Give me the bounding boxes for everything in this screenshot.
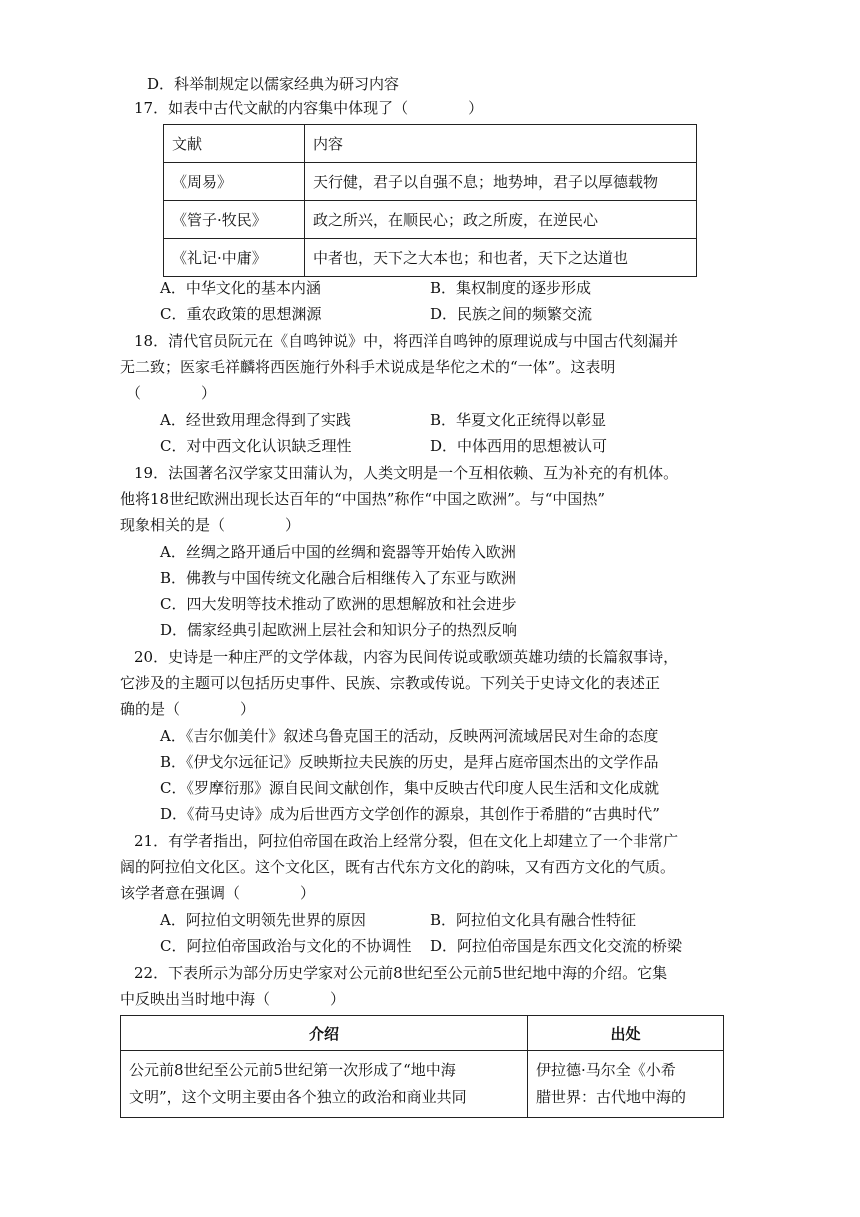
cell-line: 公元前8世纪至公元前5世纪第一次形成了“地中海 [129,1061,456,1079]
table-cell [121,1051,528,1118]
cell-line: 伊拉德·马尔全《小希 [536,1061,676,1079]
q22-stem-line-2: 中反映出当时地中海（ ） [120,990,346,1008]
table-row [164,239,697,277]
table-row [121,1051,724,1118]
q21-stem-line-2: 阔的阿拉伯文化区。这个文化区，既有古代东方文化的韵味，又有西方文化的气质。 [120,858,676,876]
q19-option-a: A．丝绸之路开通后中国的丝绸和瓷器等开始传入欧洲 [160,543,516,561]
table-cell: 政之所兴，在顺民心；政之所废，在逆民心 [305,201,697,239]
q21-option-a: A．阿拉伯文明领先世界的原因 [160,911,366,929]
q18-option-d: D．中体西用的思想被认可 [430,437,608,455]
table-cell: 中者也，天下之大本也；和也者，天下之达道也 [305,239,697,277]
cell-line: 腊世界：古代地中海的 [536,1088,687,1106]
q17-option-a: A．中华文化的基本内涵 [160,279,321,297]
cell-line: 文明”，这个文明主要由各个独立的政治和商业共同 [129,1088,467,1106]
table-header-row [121,1016,724,1051]
q17-stem: 17．如表中古代文献的内容集中体现了（ ） [134,99,484,117]
table-header-cell: 内容 [305,125,697,163]
q17-option-d: D．民族之间的频繁交流 [430,305,593,323]
table-cell: 《管子·牧民》 [164,201,305,239]
table-row [164,201,697,239]
table-row [164,163,697,201]
table-cell: 《礼记·中庸》 [164,239,305,277]
q20-option-c: C．《罗摩衍那》源自民间文献创作，集中反映古代印度人民生活和文化成就 [160,779,659,797]
q18-option-a: A．经世致用理念得到了实践 [160,411,351,429]
q22-table [120,1015,724,1118]
q17-option-c: C．重农政策的思想渊源 [160,305,322,323]
q20-stem-line-2: 它涉及的主题可以包括历史事件、民族、宗教或传说。下列关于史诗文化的表述正 [120,674,661,692]
q21-stem-line-3: 该学者意在强调（ ） [120,884,316,902]
table-cell: 天行健，君子以自强不息；地势坤，君子以厚德载物 [305,163,697,201]
table-header-cell: 出处 [528,1016,724,1051]
q21-option-c: C．阿拉伯帝国政治与文化的不协调性 [160,937,412,955]
q16-option-d: D．科举制规定以儒家经典为研习内容 [147,75,400,93]
q19-option-c: C．四大发明等技术推动了欧洲的思想解放和社会进步 [160,595,517,613]
table-header-cell: 介绍 [121,1016,528,1051]
table-cell: 《周易》 [164,163,305,201]
q19-stem-line-3: 现象相关的是（ ） [120,516,301,534]
q17-table [163,124,697,277]
q20-option-b: B．《伊戈尔远征记》反映斯拉夫民族的历史，是拜占庭帝国杰出的文学作品 [160,753,659,771]
q18-option-c: C．对中西文化认识缺乏理性 [160,437,352,455]
q21-stem-line-1: 21．有学者指出，阿拉伯帝国在政治上经常分裂，但在文化上却建立了一个非常广 [134,832,679,850]
q19-stem-line-1: 19．法国著名汉学家艾田蒲认为，人类文明是一个互相依赖、互为补充的有机体。 [134,464,679,482]
q18-stem-line-1: 18．清代官员阮元在《自鸣钟说》中，将西洋自鸣钟的原理说成与中国古代刻漏并 [134,332,679,350]
q18-stem-line-3: （ ） [126,384,217,402]
q19-option-b: B．佛教与中国传统文化融合后相继传入了东亚与欧洲 [160,569,517,587]
q20-option-d: D．《荷马史诗》成为后世西方文学创作的源泉，其创作于希腊的“古典时代” [160,805,660,823]
q20-stem-line-3: 确的是（ ） [120,700,256,718]
q20-option-a: A．《吉尔伽美什》叙述乌鲁克国王的活动，反映两河流域居民对生命的态度 [160,727,659,745]
q18-option-b: B．华夏文化正统得以彰显 [430,411,607,429]
q19-stem-line-2: 他将18世纪欧洲出现长达百年的“中国热”称作“中国之欧洲”。与“中国热” [120,490,606,508]
q21-option-d: D．阿拉伯帝国是东西文化交流的桥梁 [430,937,683,955]
q22-stem-line-1: 22．下表所示为部分历史学家对公元前8世纪至公元前5世纪地中海的介绍。它集 [134,964,668,982]
table-cell [528,1051,724,1118]
q20-stem-line-1: 20．史诗是一种庄严的文学体裁，内容为民间传说或歌颂英雄功绩的长篇叙事诗， [134,648,679,666]
table-header-row [164,125,697,163]
q17-option-b: B．集权制度的逐步形成 [430,279,592,297]
q18-stem-line-2: 无二致；医家毛祥麟将西医施行外科手术说成是华佗之术的“一体”。这表明 [120,358,616,376]
q21-option-b: B．阿拉伯文化具有融合性特征 [430,911,637,929]
q19-option-d: D．儒家经典引起欧洲上层社会和知识分子的热烈反响 [160,621,518,639]
table-header-cell: 文献 [164,125,305,163]
